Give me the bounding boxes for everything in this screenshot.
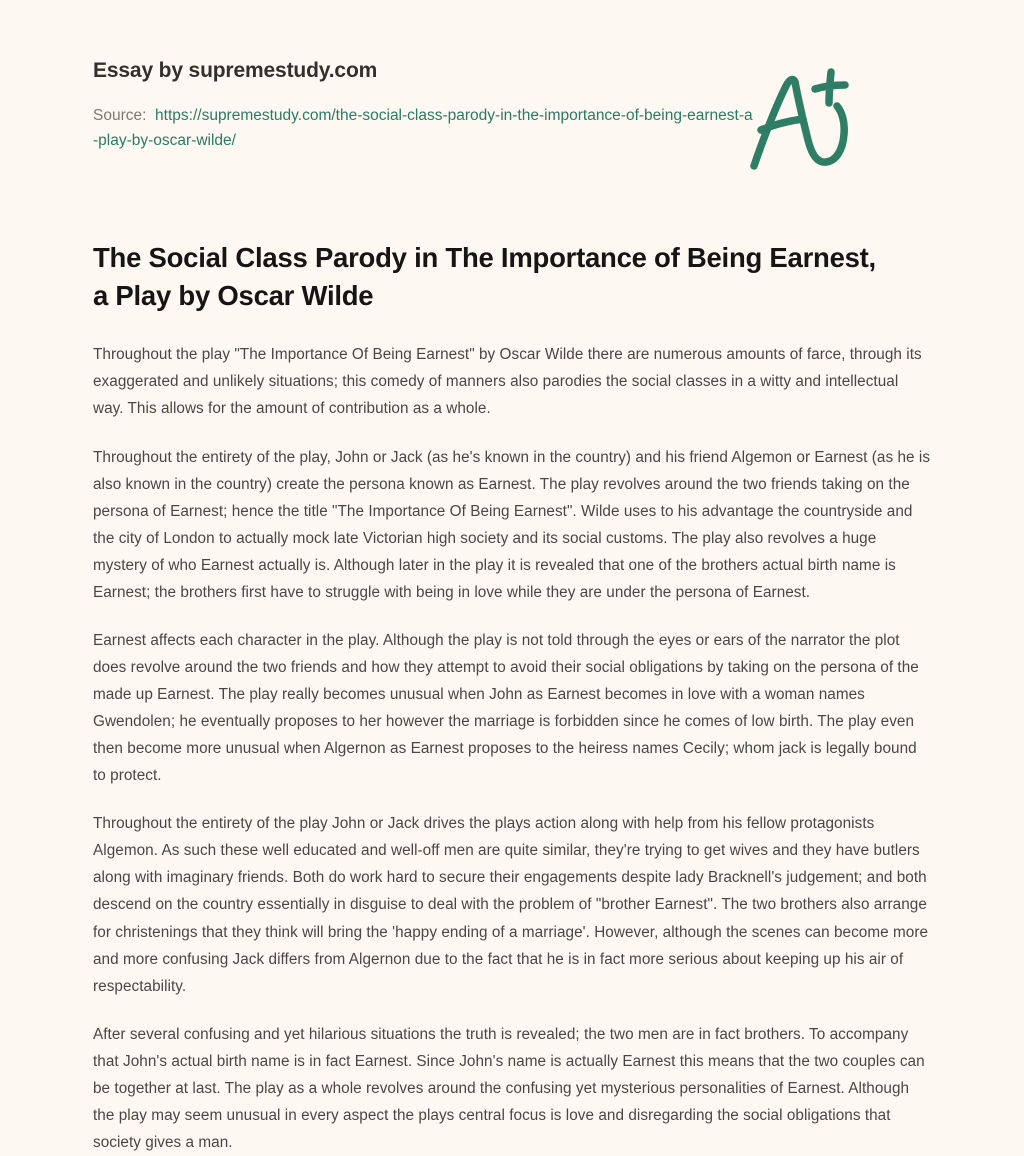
source-label: Source: xyxy=(93,107,147,125)
source-line xyxy=(93,103,753,153)
paragraph: Throughout the entirety of the play, John or Jack (as he's known in the country) and his friend Algemon or Earnest (as he is also known in the country) create the persona known as Earnest. The play revolves around the two friends taking on the persona of Earnest; hence the title "The Importance Of Being Earnest". Wilde uses to his advantage the countryside and the city of London to actually mock late Victorian high society and its social customs. The play also revolves a huge mystery of who Earnest actually is. Although later in the play it is revealed that one of the brothers actual birth name is Earnest; the brothers first have to struggle with being in love while they are under the persona of Earnest. xyxy=(93,448,931,601)
essay-body xyxy=(93,315,931,1156)
paragraph: Earnest affects each character in the play. Although the play is not told through the eyes or ears of the narrator the plot does revolve around the two friends and how they attempt to avoid their social obligations by taking on the persona of the made up Earnest. The play really becomes unusual when John as Earnest becomes in love with a woman names Gwendolen; he eventually proposes to her however the marriage is forbidden since he comes of low birth. The play even then become more unusual when Algernon as Earnest proposes to the heiress names Cecily; whom jack is legally bound to protect. xyxy=(93,631,919,785)
source-url-link[interactable]: https://supremestudy.com/the-social-class-parody-in-the-importance-of-being-earnest-a-play-by-oscar-wilde/ xyxy=(93,107,753,150)
page-title: The Social Class Parody in The Importance of Being Earnest, a Play by Oscar Wilde xyxy=(93,242,876,312)
paragraph: After several confusing and yet hilarious situations the truth is revealed; the two men are in fact brothers. To accompany that John's actual birth name is in fact Earnest. Since John's name is actually Earnest this means that the two couples can be together at last. The play as a whole revolves around the confusing yet mysterious personalities of Earnest. Although the play may seem unusual in every aspect the plays central focus is love and disregarding the social obligations that society gives a man. xyxy=(93,1025,925,1151)
paragraph: Throughout the play "The Importance Of Being Earnest" by Oscar Wilde there are numerous amounts of farce, through its exaggerated and unlikely situations; this comedy of manners also parodies the social classes in a witty and intellectual way. This allows for the amount of contribution as a whole. xyxy=(93,346,922,418)
site-brand-heading: Essay by supremestudy.com xyxy=(93,59,378,82)
a-plus-logo-icon xyxy=(740,62,858,180)
paragraph: Throughout the entirety of the play John or Jack drives the plays action along with help from his fellow protagonists Algemon. As such these well educated and well-off men are quite similar, they're trying to get wives and they have butlers along with imaginary friends. Both do work hard to secure their engagements despite lady Bracknell's judgement; and both descend on the country essentially in disguise to deal with the problem of "brother Earnest". The two brothers also arrange for christenings that they think will bring the 'happy ending of a marriage'. However, although the scenes can become more and more confusing Jack differs from Algernon due to the fact that he is in fact more serious about keeping up his air of respectability. xyxy=(93,815,929,995)
page-header xyxy=(93,0,931,153)
